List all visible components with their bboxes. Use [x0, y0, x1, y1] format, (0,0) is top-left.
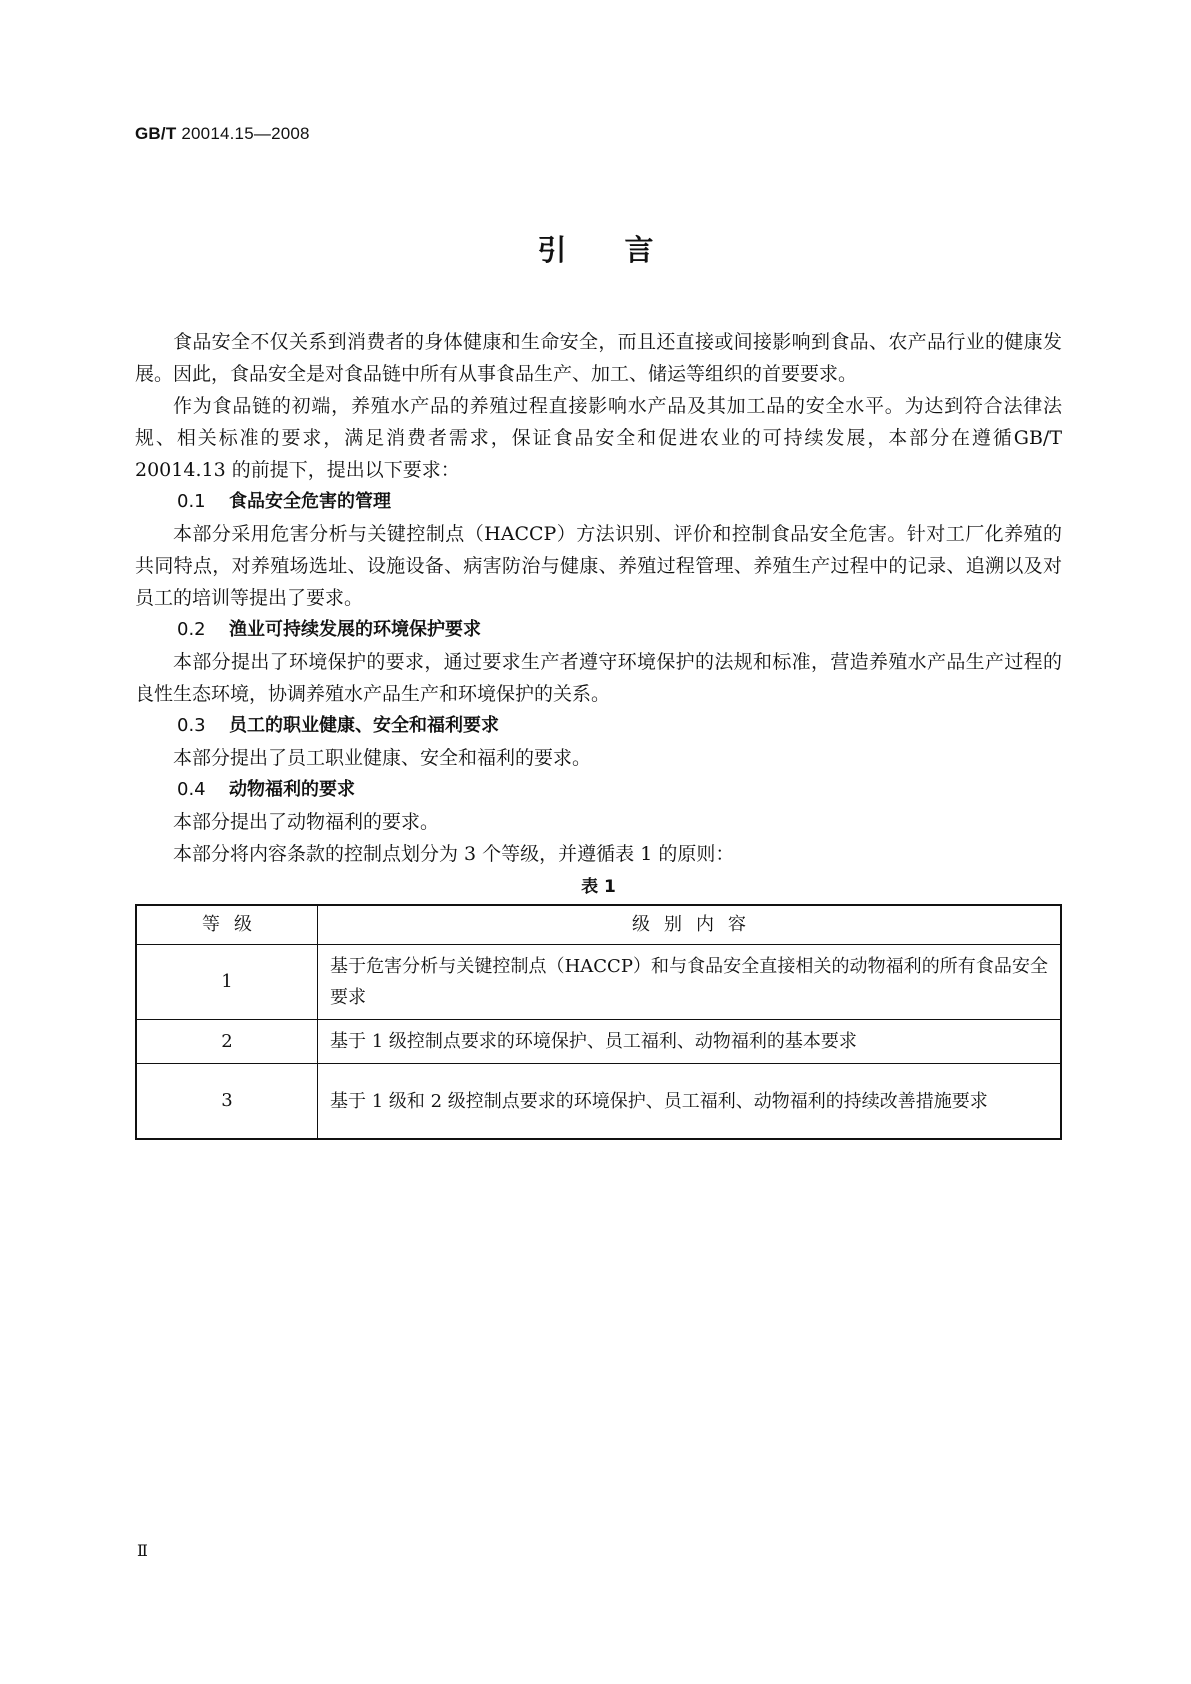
table-header-level: 等级 — [136, 905, 318, 945]
closing-paragraph: 本部分将内容条款的控制点划分为 3 个等级，并遵循表 1 的原则： — [173, 843, 735, 865]
section-text-0-2: 本部分提出了环境保护的要求，通过要求生产者遵守环境保护的法规和标准，营造养殖水产品生产过程的良性生态环境，协调养殖水产品生产和环境保护的关系。 — [135, 651, 1062, 705]
standard-code — [135, 124, 310, 144]
page-number: Ⅱ — [137, 1541, 148, 1560]
section-heading-0-3 — [135, 710, 1062, 742]
section-text-0-4: 本部分提出了动物福利的要求。 — [173, 811, 440, 833]
table-cell-content: 基于危害分析与关键控制点（HACCP）和与食品安全直接相关的动物福利的所有食品安全要求 — [318, 945, 1062, 1020]
table-cell-level: 3 — [136, 1064, 318, 1140]
page-title — [0, 228, 1191, 269]
section-text-0-1: 本部分采用危害分析与关键控制点（HACCP）方法识别、评价和控制食品安全危害。针对工厂化养殖的共同特点，对养殖场选址、设施设备、病害防治与健康、养殖过程管理、养殖生产过程中的记录、追溯以及对员工的培训等提出了要求。 — [135, 523, 1062, 609]
standard-code-number: 20014.15—2008 — [181, 124, 310, 143]
section-text-0-3: 本部分提出了员工职业健康、安全和福利的要求。 — [173, 747, 592, 769]
section-number: 0.1 — [177, 491, 206, 512]
table-row — [136, 1064, 1061, 1140]
intro-paragraph-2: 作为食品链的初端，养殖水产品的养殖过程直接影响水产品及其加工品的安全水平。为达到符合法律法规、相关标准的要求，满足消费者需求，保证食品安全和促进农业的可持续发展，本部分在遵循GB/T 20014.13 的前提下，提出以下要求： — [135, 395, 1062, 481]
table-cell-content: 基于 1 级控制点要求的环境保护、员工福利、动物福利的基本要求 — [318, 1020, 1062, 1064]
section-title: 动物福利的要求 — [229, 779, 355, 800]
section-title: 食品安全危害的管理 — [229, 491, 391, 512]
title-char-2: 言 — [624, 233, 654, 267]
title-char-1: 引 — [537, 233, 567, 267]
section-number: 0.3 — [177, 715, 206, 736]
section-number: 0.4 — [177, 779, 206, 800]
section-heading-0-2 — [135, 614, 1062, 646]
table-header-content: 级别内容 — [318, 905, 1062, 945]
intro-paragraph-1: 食品安全不仅关系到消费者的身体健康和生命安全，而且还直接或间接影响到食品、农产品行业的健康发展。因此，食品安全是对食品链中所有从事食品生产、加工、储运等组织的首要要求。 — [135, 331, 1062, 385]
section-number: 0.2 — [177, 619, 206, 640]
standard-code-prefix: GB/T — [135, 124, 177, 143]
table-cell-level: 1 — [136, 945, 318, 1020]
section-title: 渔业可持续发展的环境保护要求 — [229, 619, 481, 640]
table-cell-content: 基于 1 级和 2 级控制点要求的环境保护、员工福利、动物福利的持续改善措施要求 — [318, 1064, 1062, 1140]
table-header-row — [136, 905, 1061, 945]
section-heading-0-4 — [135, 774, 1062, 806]
section-heading-0-1 — [135, 486, 1062, 518]
table-cell-level: 2 — [136, 1020, 318, 1064]
table-caption: 表 1 — [581, 877, 616, 897]
levels-table — [135, 904, 1062, 1140]
body-content — [135, 326, 1062, 1140]
table-row — [136, 945, 1061, 1020]
section-title: 员工的职业健康、安全和福利要求 — [229, 715, 499, 736]
table-row — [136, 1020, 1061, 1064]
